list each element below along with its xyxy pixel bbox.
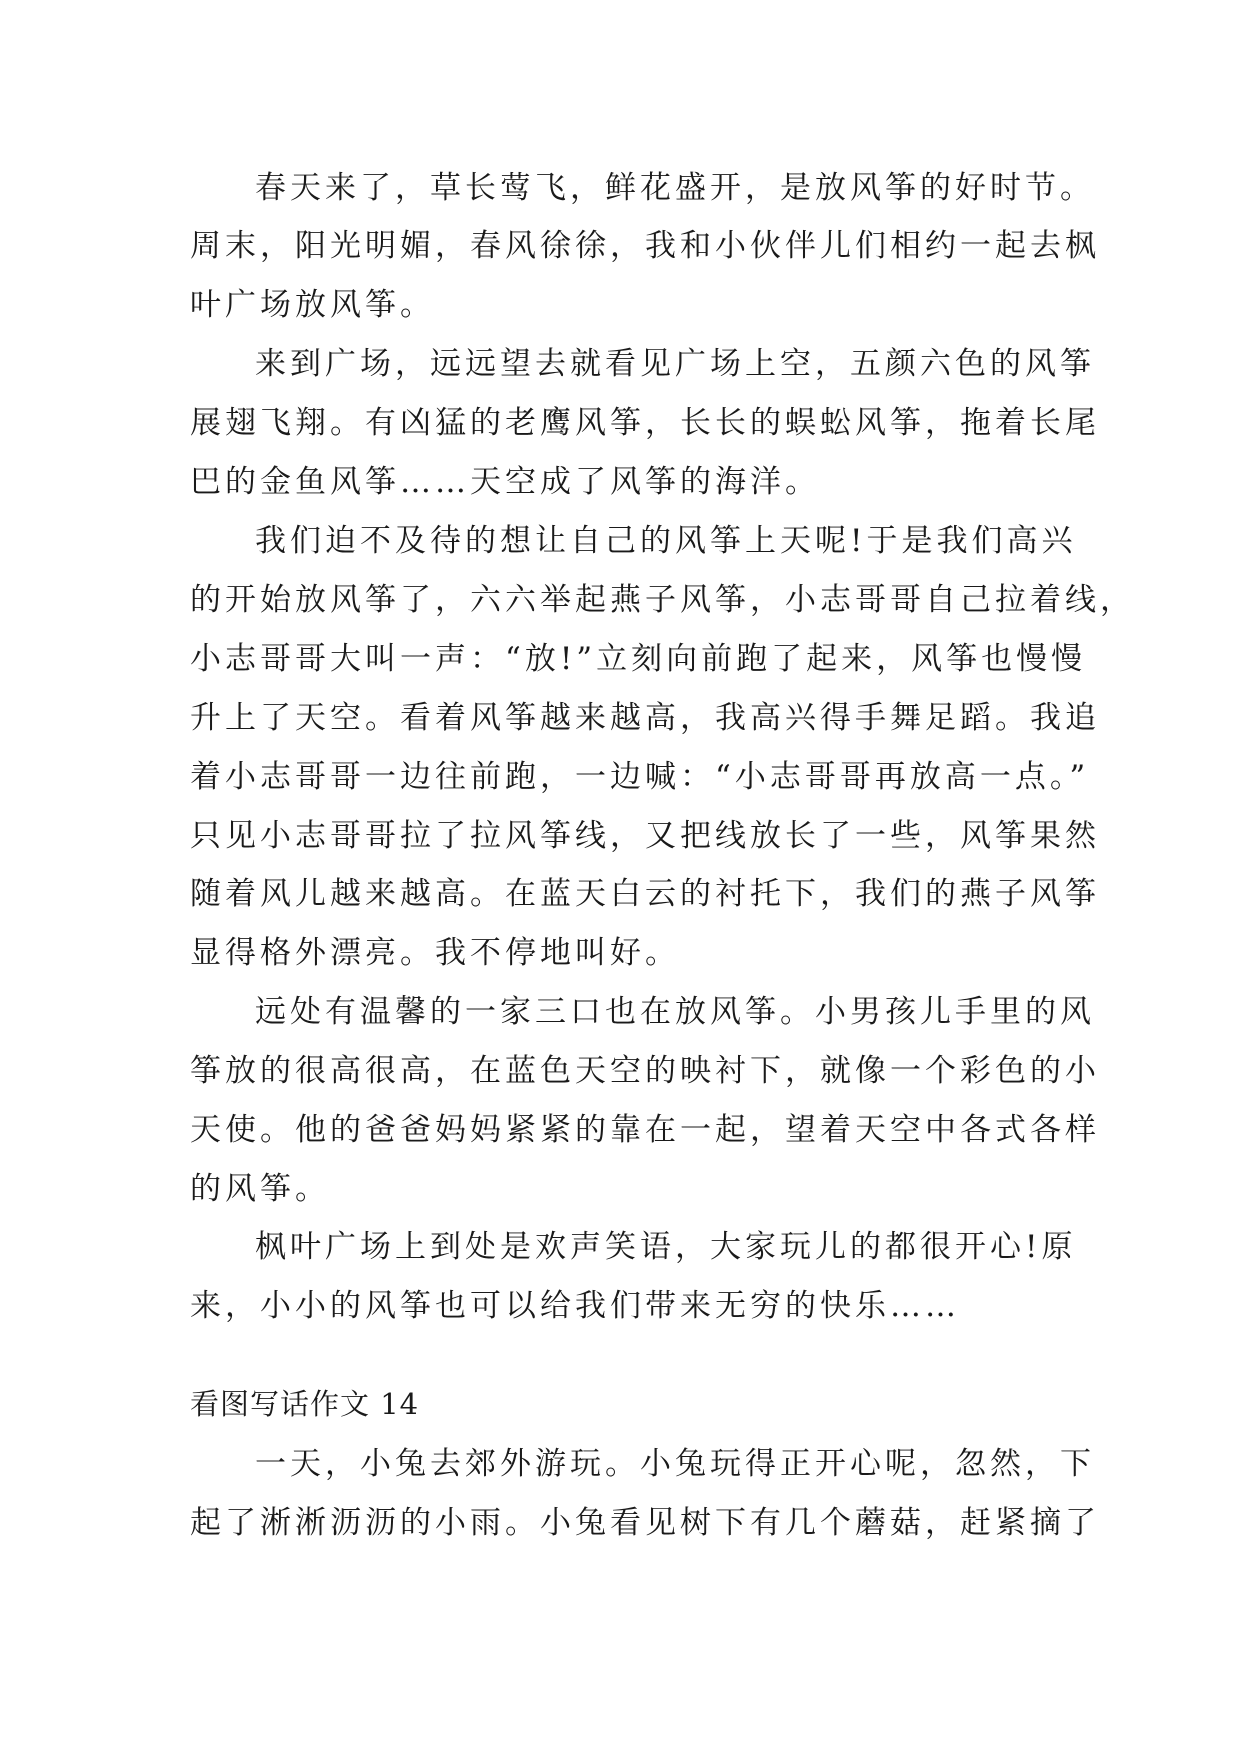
paragraph-1-line-3: 叶广场放风筝。 bbox=[190, 287, 435, 323]
paragraph-3-line-8: 显得格外漂亮。我不停地叫好。 bbox=[190, 935, 680, 971]
paragraph-4-line-3: 天使。他的爸爸妈妈紧紧的靠在一起，望着天空中各式各样 bbox=[190, 1112, 1100, 1148]
paragraph-3-line-3: 小志哥哥大叫一声：“放!”立刻向前跑了起来，风筝也慢慢 bbox=[190, 641, 1087, 677]
paragraph-1-line-1: 春天来了，草长莺飞，鲜花盛开，是放风筝的好时节。 bbox=[255, 170, 1095, 206]
paragraph-4-line-4: 的风筝。 bbox=[190, 1171, 330, 1207]
paragraph-4-line-2: 筝放的很高很高，在蓝色天空的映衬下，就像一个彩色的小 bbox=[190, 1053, 1100, 1089]
paragraph-5-line-1: 枫叶广场上到处是欢声笑语，大家玩儿的都很开心!原 bbox=[255, 1229, 1077, 1265]
paragraph-3-line-4: 升上了天空。看着风筝越来越高，我高兴得手舞足蹈。我追 bbox=[190, 700, 1100, 736]
paragraph-3-line-6: 只见小志哥哥拉了拉风筝线，又把线放长了一些，风筝果然 bbox=[190, 818, 1100, 854]
paragraph-4-line-1: 远处有温馨的一家三口也在放风筝。小男孩儿手里的风 bbox=[255, 994, 1095, 1030]
paragraph-3-line-5: 着小志哥哥一边往前跑，一边喊：“小志哥哥再放高一点。” bbox=[190, 759, 1090, 795]
paragraph-2-line-1: 来到广场，远远望去就看见广场上空，五颜六色的风筝 bbox=[255, 346, 1095, 382]
paragraph-3-line-7: 随着风儿越来越高。在蓝天白云的衬托下，我们的燕子风筝 bbox=[190, 876, 1100, 912]
paragraph-3-line-1: 我们迫不及待的想让自己的风筝上天呢!于是我们高兴 bbox=[255, 523, 1077, 559]
paragraph-3-line-2: 的开始放风筝了，六六举起燕子风筝，小志哥哥自己拉着线， bbox=[190, 582, 1135, 618]
paragraph-5-line-2: 来，小小的风筝也可以给我们带来无穷的快乐…… bbox=[190, 1288, 960, 1324]
paragraph-1-line-2: 周末，阳光明媚，春风徐徐，我和小伙伴儿们相约一起去枫 bbox=[190, 228, 1100, 264]
section-title: 看图写话作文 14 bbox=[190, 1387, 420, 1421]
paragraph-2-line-2: 展翅飞翔。有凶猛的老鹰风筝，长长的蜈蚣风筝，拖着长尾 bbox=[190, 405, 1100, 441]
paragraph-6-line-1: 一天，小兔去郊外游玩。小兔玩得正开心呢，忽然，下 bbox=[255, 1446, 1095, 1482]
paragraph-2-line-3: 巴的金鱼风筝……天空成了风筝的海洋。 bbox=[190, 464, 820, 500]
paragraph-6-line-2: 起了淅淅沥沥的小雨。小兔看见树下有几个蘑菇，赶紧摘了 bbox=[190, 1505, 1100, 1541]
